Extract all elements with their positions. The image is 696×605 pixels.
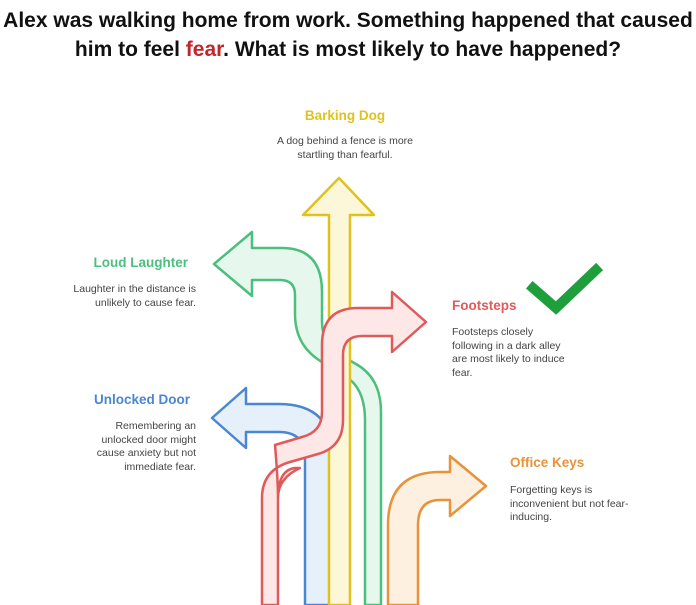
office-keys-arrow [388,456,486,605]
loud-laughter-description: Laughter in the distance is unlikely to cause fear. [73,283,196,309]
footsteps-description: Footsteps closely following in a dark alley are most likely to induce fear. [452,326,565,379]
barking-dog-description: A dog behind a fence is more startling than fearful. [276,135,413,161]
office-keys-description: Forgetting keys is inconvenient but not fear-inducing. [510,484,629,523]
barking-dog-label: Barking Dog [304,108,386,123]
footsteps-label: Footsteps [452,298,517,313]
question-text-before: Alex was walking home from work. Something happened that caused him to feel [3,9,693,61]
question-text-after: . What is most likely to have happened? [223,38,622,61]
unlocked-door-label: Unlocked Door [93,392,190,407]
loud-laughter-label: Loud Laughter [93,255,188,270]
office-keys-label: Office Keys [510,455,585,470]
unlocked-door-description: Remembering an unlocked door might cause anxiety but not immediate fear. [96,420,196,473]
question-highlight: fear [185,38,224,61]
